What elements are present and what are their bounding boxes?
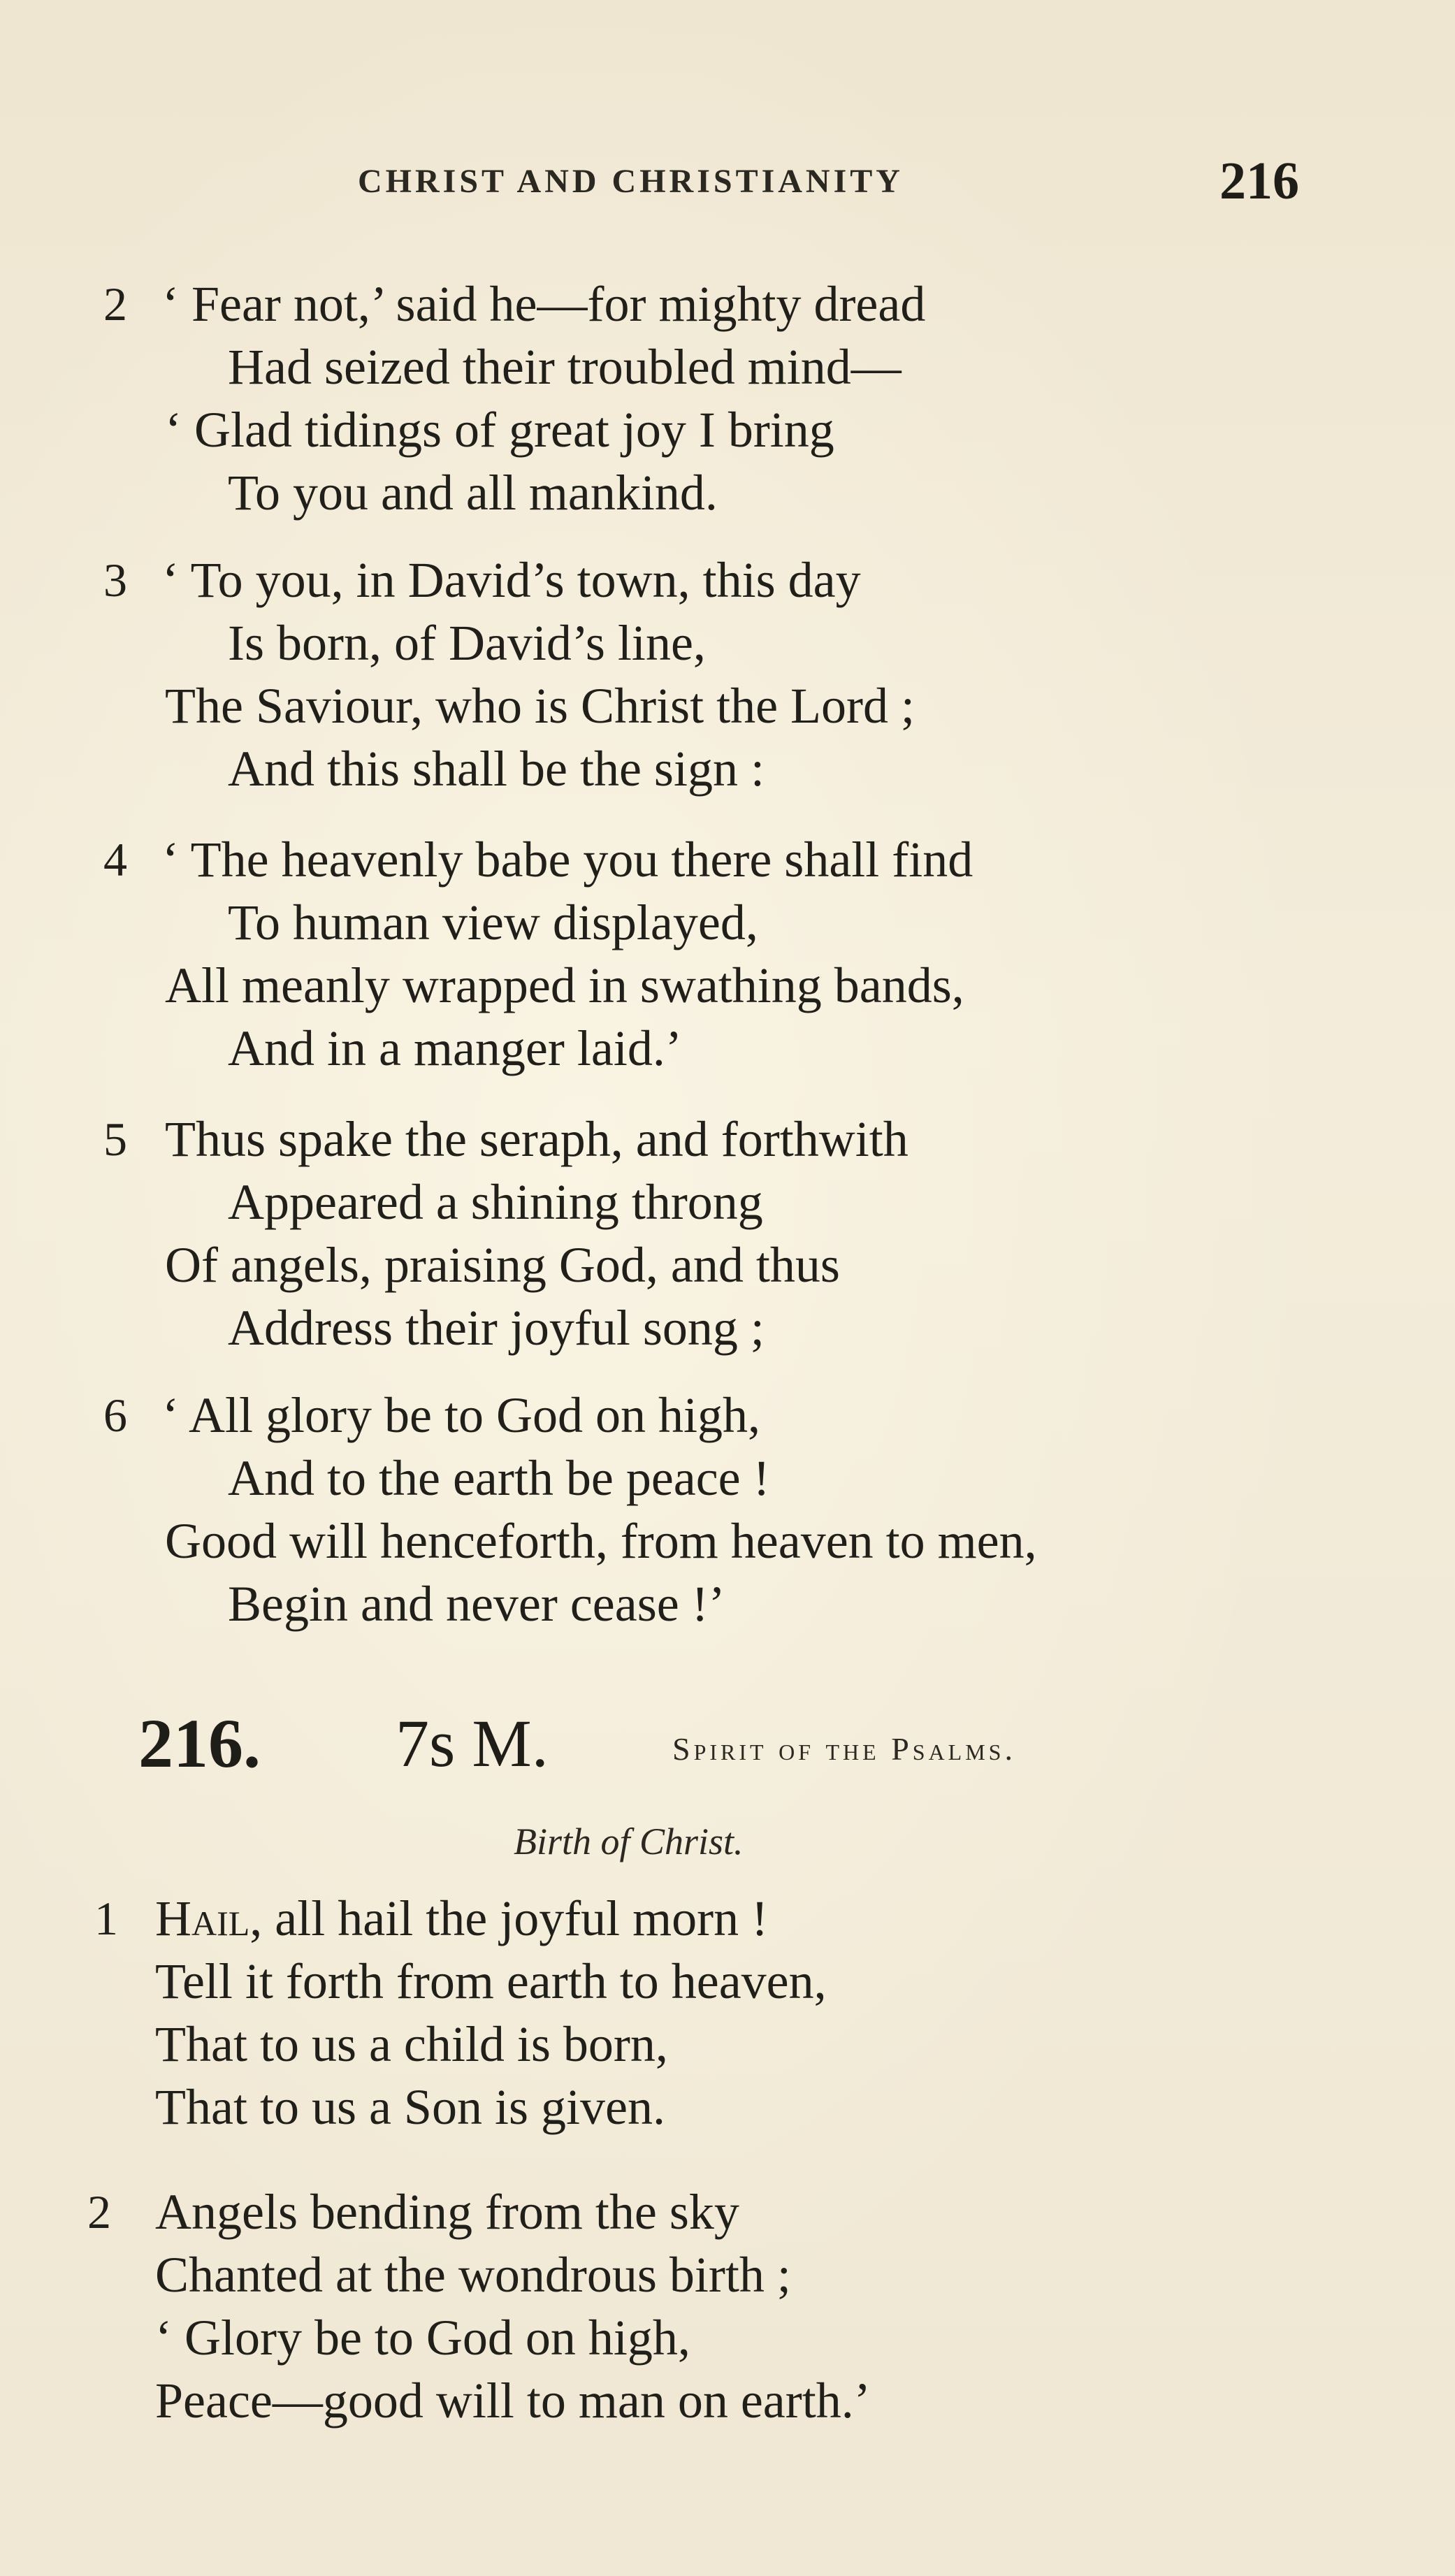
verse-line: ‘ The heavenly babe you there shall find: [162, 832, 973, 888]
verse-line: Had seized their troubled mind—: [228, 339, 902, 395]
verse-line: To you and all mankind.: [228, 465, 718, 521]
verse-line: That to us a Son is given.: [155, 2079, 665, 2135]
verse-line: All meanly wrapped in swathing bands,: [165, 957, 964, 1013]
verse-line: Chanted at the wondrous birth ;: [155, 2247, 791, 2303]
verse-line: And in a manger laid.’: [228, 1020, 682, 1076]
running-title: CHRIST AND CHRISTIANITY: [358, 163, 904, 200]
verse-line: Appeared a shining throng: [228, 1174, 763, 1230]
verse-line: And to the earth be peace !: [228, 1450, 770, 1506]
verse-line: Of angels, praising God, and thus: [165, 1237, 840, 1293]
verse-line: That to us a child is born,: [155, 2016, 668, 2072]
verse-line: ‘ All glory be to God on high,: [162, 1387, 760, 1443]
verse-line: ‘ Fear not,’ said he—for mighty dread: [162, 276, 926, 332]
verse-line: ‘ To you, in David’s town, this day: [162, 552, 861, 608]
verse-line: Is born, of David’s line,: [228, 615, 706, 671]
stanza-number: 4: [103, 833, 127, 886]
hymn-heading: [0, 1705, 1455, 1782]
verse-line: Tell it forth from earth to heaven,: [155, 1953, 827, 2009]
verse-line: ‘ Glad tidings of great joy I bring: [165, 402, 834, 458]
page-number: 216: [1219, 152, 1299, 210]
first-line-rest: , all hail the joyful morn !: [249, 1890, 769, 1946]
stanza-number: 3: [103, 553, 127, 607]
verse-line: Peace—good will to man on earth.’: [155, 2373, 871, 2429]
stanza-number: 2: [87, 2185, 111, 2238]
verse-line: Address their joyful song ;: [228, 1300, 765, 1356]
verse-line: To human view displayed,: [228, 895, 758, 950]
verse-line: And this shall be the sign :: [228, 741, 765, 797]
verse-line-first: [155, 1887, 768, 1950]
hymn-subtitle: Birth of Christ.: [514, 1821, 744, 1862]
stanza-number: 6: [103, 1389, 127, 1442]
verse-line: Thus spake the seraph, and forthwith: [165, 1111, 909, 1167]
verse-line: Begin and never cease !’: [228, 1576, 725, 1632]
stanza-number: 2: [103, 277, 127, 331]
verse-line: ‘ Glory be to God on high,: [155, 2310, 690, 2366]
initial-word: Hail: [155, 1890, 250, 1946]
verse-line: Angels bending from the sky: [155, 2184, 739, 2240]
verse-line: Good will henceforth, from heaven to men,: [165, 1513, 1037, 1569]
stanza-number: 1: [94, 1892, 118, 1945]
verse-line: The Saviour, who is Christ the Lord ;: [165, 678, 915, 734]
stanza-number: 5: [103, 1113, 127, 1166]
running-head: [0, 152, 1455, 211]
hymn-number: 216.: [138, 1705, 261, 1782]
hymn-source: Spirit of the Psalms.: [672, 1731, 1016, 1767]
hymn-meter: 7s M.: [396, 1706, 549, 1781]
